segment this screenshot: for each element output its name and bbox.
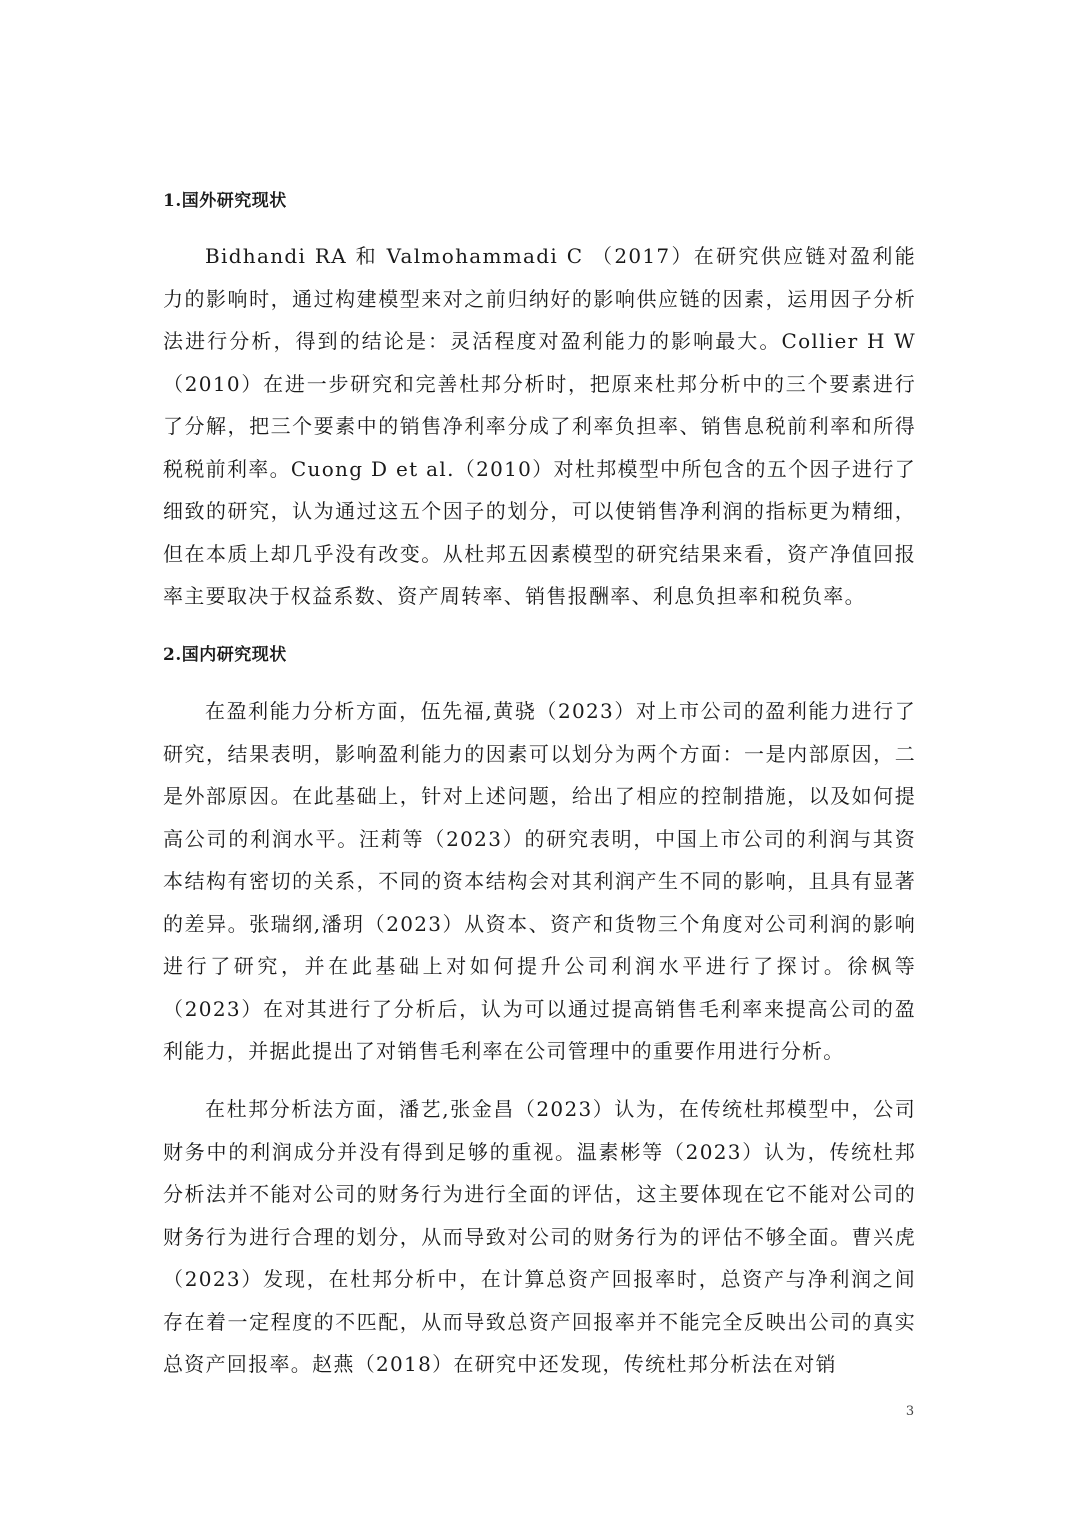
- paragraph-foreign-research: Bidhandi RA 和 Valmohammadi C （2017）在研究供应链对盈利能力的影响时，通过构建模型来对之前归纳好的影响供应链的因素，运用因子分析法进行分析，得到的结论是：灵活程度对盈利能力的影响最大。Collier H W（2010）在进一步研究和完善杜邦分析时，把原来杜邦分析中的三个要素进行了分解，把三个要素中的销售净利率分成了利率负担率、销售息税前利率和所得税税前利率。Cuong D et al.（2010）对杜邦模型中所包含的五个因子进行了细致的研究，认为通过这五个因子的划分，可以使销售净利润的指标更为精细，但在本质上却几乎没有改变。从杜邦五因素模型的研究结果来看，资产净值回报率主要取决于权益系数、资产周转率、销售报酬率、利息负担率和税负率。: [163, 244, 916, 608]
- paragraph-dupont-analysis: 在杜邦分析法方面，潘艺,张金昌（2023）认为，在传统杜邦模型中，公司财务中的利润成分并没有得到足够的重视。温素彬等（2023）认为，传统杜邦分析法并不能对公司的财务行为进行全面的评估，这主要体现在它不能对公司的财务行为进行合理的划分，从而导致对公司的财务行为的评估不够全面。曹兴虎（2023）发现，在杜邦分析中，在计算总资产回报率时，总资产与净利润之间存在着一定程度的不匹配，从而导致总资产回报率并不能完全反映出公司的真实总资产回报率。赵燕（2018）在研究中还发现，传统杜邦分析法在对销: [163, 1097, 916, 1376]
- section-heading-foreign-research: 1.国外研究现状: [163, 191, 287, 211]
- page-number: 3: [905, 1404, 915, 1419]
- section-heading-domestic-research: 2.国内研究现状: [163, 645, 287, 665]
- paragraph-profitability-analysis: 在盈利能力分析方面，伍先福,黄骁（2023）对上市公司的盈利能力进行了研究，结果表明，影响盈利能力的因素可以划分为两个方面：一是内部原因，二是外部原因。在此基础上，针对上述问题，给出了相应的控制措施，以及如何提高公司的利润水平。汪莉等（2023）的研究表明，中国上市公司的利润与其资本结构有密切的关系，不同的资本结构会对其利润产生不同的影响，且具有显著的差异。张瑞纲,潘玥（2023）从资本、资产和货物三个角度对公司利润的影响进行了研究，并在此基础上对如何提升公司利润水平进行了探讨。徐枫等（2023）在对其进行了分析后，认为可以通过提高销售毛利率来提高公司的盈利能力，并据此提出了对销售毛利率在公司管理中的重要作用进行分析。: [163, 699, 916, 1063]
